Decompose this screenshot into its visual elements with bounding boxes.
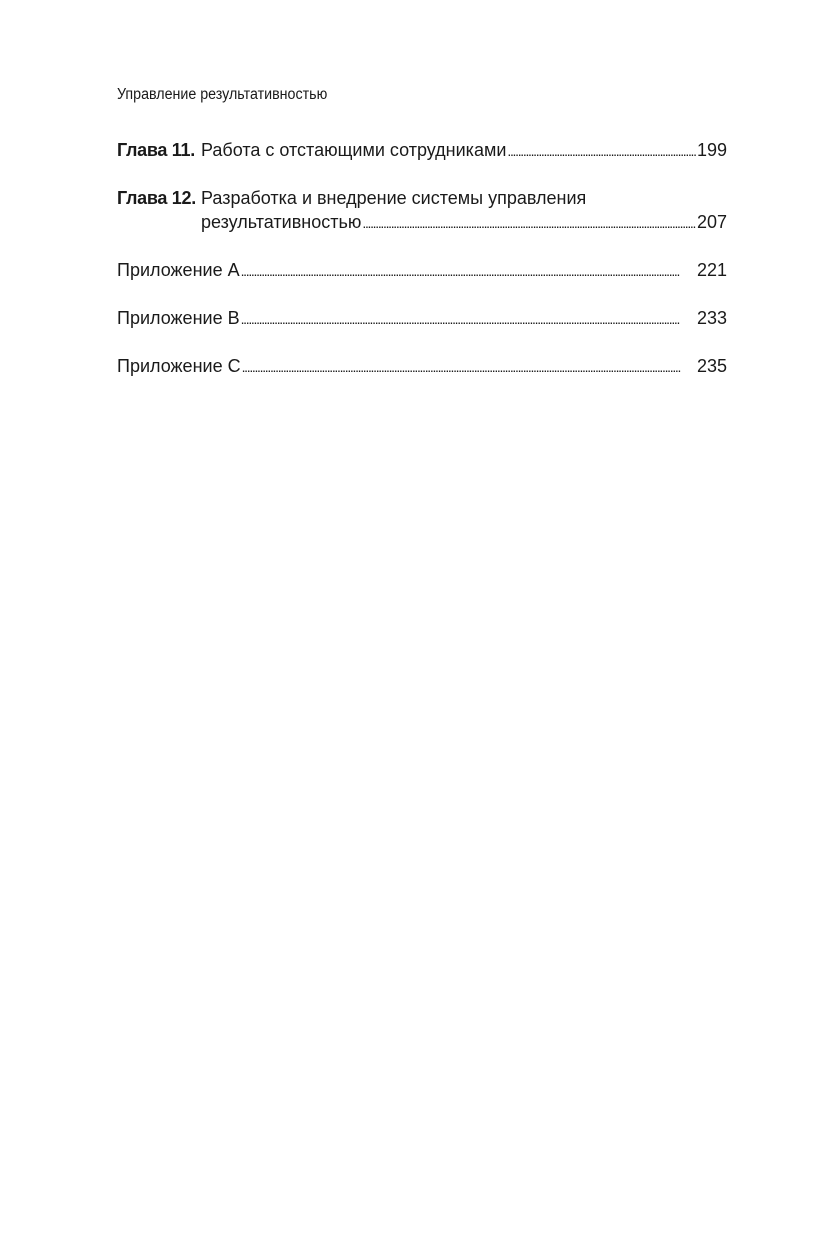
dot-leader [242, 354, 696, 379]
entry-body [117, 354, 727, 379]
dot-leader [507, 138, 696, 163]
page-number: 233 [696, 308, 727, 328]
toc-entry-chapter-11[interactable] [117, 138, 727, 163]
entry-last-line [117, 258, 727, 283]
entry-title-line: Разработка и внедрение системы управления [201, 188, 587, 208]
entry-last-line [201, 138, 727, 163]
chapter-label: Глава 12. [117, 188, 196, 208]
page-number: 199 [696, 140, 727, 160]
toc-entry-chapter-12[interactable] [117, 186, 727, 235]
entry-last-line [117, 354, 727, 379]
running-header: Управление результативностью [117, 86, 328, 103]
entry-last-line [201, 210, 727, 235]
entry-body [201, 186, 727, 235]
entry-title: Приложение С [117, 356, 241, 376]
entry-body [117, 258, 727, 283]
page-number: 235 [696, 356, 727, 376]
page-number: 221 [696, 260, 727, 280]
dot-leader [241, 306, 696, 331]
entry-title: Приложение А [117, 260, 240, 280]
toc-entry-appendix-a[interactable] [117, 258, 727, 283]
entry-body [201, 138, 727, 163]
dot-leader [241, 258, 696, 283]
entry-title: Работа с отстающими сотрудниками [201, 140, 507, 160]
toc-entry-appendix-c[interactable] [117, 354, 727, 379]
toc-entry-appendix-b[interactable] [117, 306, 727, 331]
chapter-label: Глава 11. [117, 140, 195, 160]
entry-title: результативностью [201, 212, 362, 232]
entry-body [117, 306, 727, 331]
dot-leader [362, 210, 696, 235]
entry-title: Приложение В [117, 308, 240, 328]
page-number: 207 [696, 212, 727, 232]
entry-last-line [117, 306, 727, 331]
table-of-contents [117, 138, 727, 402]
